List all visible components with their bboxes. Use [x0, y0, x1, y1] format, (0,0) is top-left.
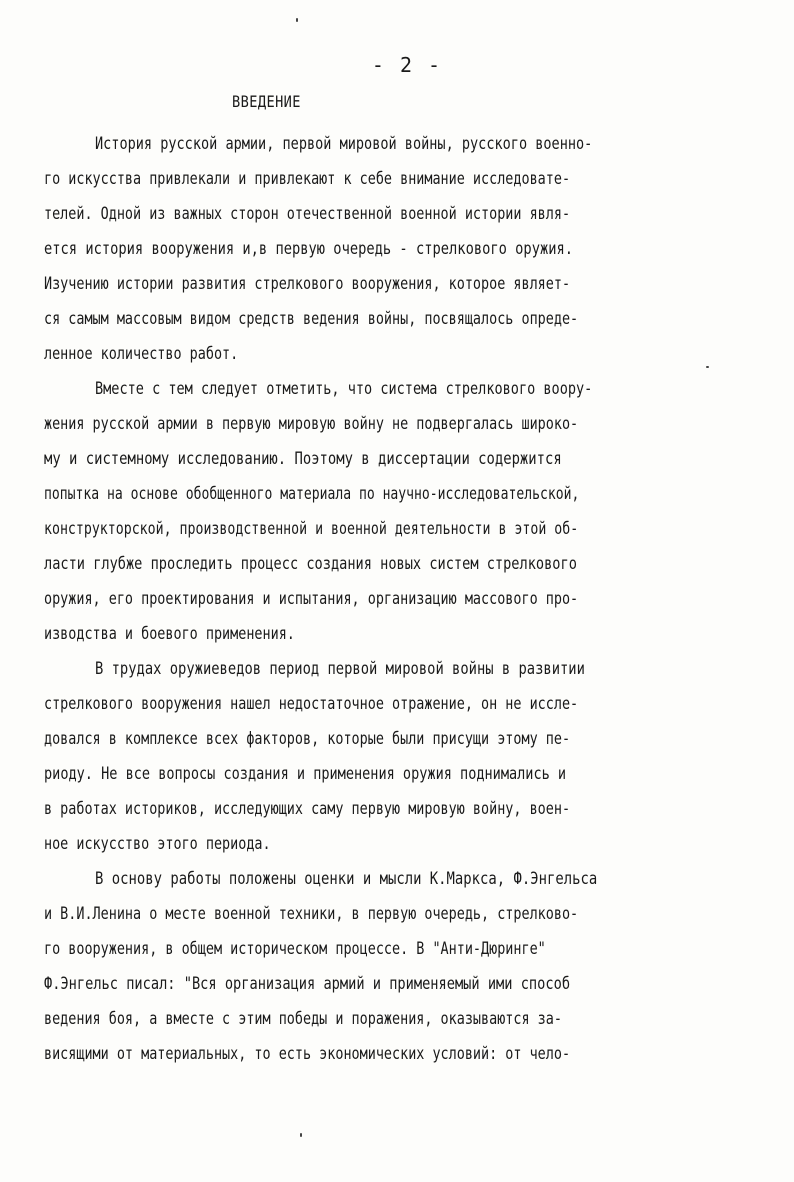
text-line: изводства и боевого применения.	[44, 624, 295, 643]
text-line: Ф.Энгельс писал: "Вся организация армий и применяемый ими способ	[44, 974, 571, 993]
text-line: стрелкового вооружения нашел недостаточное отражение, он не иссле-	[44, 694, 579, 713]
text-line: ленное количество работ.	[44, 344, 239, 363]
text-line: ется история вооружения и,в первую очередь - стрелкового оружия.	[44, 239, 574, 258]
text-line: риоду. Не все вопросы создания и применения оружия поднимались и	[44, 764, 567, 783]
text-line: го искусства привлекали и привлекают к себе внимание исследовате-	[44, 169, 571, 188]
text-line: оружия, его проектирования и испытания, организацию массового про-	[44, 589, 579, 608]
text-line: В трудах оружиеведов период первой мировой войны в развитии	[95, 659, 585, 678]
text-line: ведения боя, а вместе с этим победы и поражения, оказываются за-	[44, 1009, 562, 1028]
text-line: попытка на основе обобщенного материала по научно-исследовательской,	[44, 484, 580, 503]
text-line: и В.И.Ленина о месте военной техники, в первую очередь, стрелково-	[44, 904, 579, 923]
text-line: го вооружения, в общем историческом процессе. В "Анти-Дюринге"	[44, 939, 546, 958]
text-line: жения русской армии в первую мировую войну не подвергалась широко-	[44, 414, 579, 433]
text-line: История русской армии, первой мировой войны, русского военно-	[95, 134, 593, 153]
text-line: висящими от материальных, то есть экономических условий: от чело-	[44, 1044, 571, 1063]
section-heading: ВВЕДЕНИЕ	[232, 92, 301, 111]
text-line: в работах историков, исследующих саму первую мировую войну, воен-	[44, 799, 571, 818]
text-line: ное искусство этого периода.	[44, 834, 271, 853]
text-line: ласти глубже проследить процесс создания новых систем стрелкового	[44, 554, 577, 573]
scan-speck	[706, 366, 709, 368]
text-line: Вместе с тем следует отметить, что система стрелкового воору-	[95, 379, 593, 398]
text-line: ся самым массовым видом средств ведения войны, посвящалось опреде-	[44, 309, 579, 328]
scan-speck	[300, 1133, 302, 1137]
text-line: довался в комплексе всех факторов, которые были присущи этому пе-	[44, 729, 571, 748]
text-line: Изучению истории развития стрелкового вооружения, которое являет-	[44, 274, 571, 293]
text-line: конструкторской, производственной и военной деятельности в этой об-	[44, 519, 579, 538]
scan-speck	[296, 18, 298, 22]
text-line: В основу работы положены оценки и мысли К.Маркса, Ф.Энгельса	[95, 869, 598, 888]
text-line: му и системному исследованию. Поэтому в диссертации содержится	[44, 449, 562, 468]
page-number: - 2 -	[371, 53, 443, 77]
text-line: телей. Одной из важных сторон отечественной военной истории явля-	[44, 204, 571, 223]
